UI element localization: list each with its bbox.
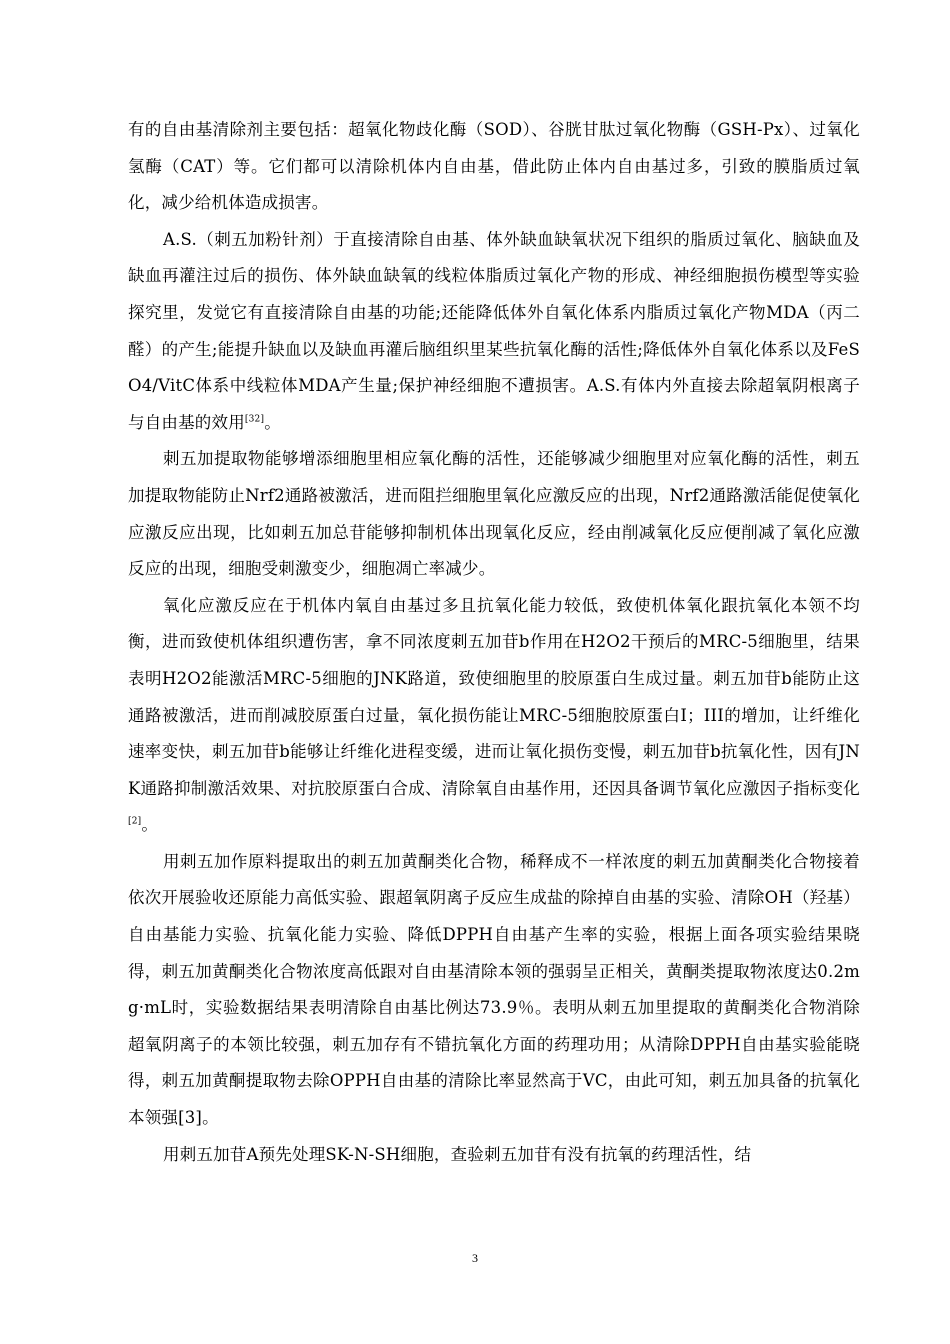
paragraph-5-text: 用刺五加作原料提取出的刺五加黄酮类化合物，稀释成不一样浓度的刺五加黄酮类化合物接着依次开展验收还原能力高低实验、跟超氧阴离子反应生成盐的除掉自由基的实验、清除OH（羟基）自由基能力实验、抗氧化能力实验、降低DPPH自由基产生率的实验，根据上面各项实验结果晓得，刺五加黄酮类化合物浓度高低跟对自由基清除本领的强弱呈正相关，黄酮类提取物浓度达0.2mg·mL时，实验数据结果表明清除自由基比例达73.9％。表明从刺五加里提取的黄酮类化合物消除超氧阴离子的本领比较强，刺五加存有不错抗氧化方面的药理功用；从清除DPPH自由基实验能晓得，刺五加黄酮提取物去除OPPH自由基的清除比率显然高于VC，由此可知，刺五加具备的抗氧化本领强[3]。 (128, 851, 860, 1128)
paragraph-2-text: A.S.（刺五加粉针剂）于直接清除自由基、体外缺血缺氧状况下组织的脂质过氧化、脑缺血及缺血再灌注过后的损伤、体外缺血缺氧的线粒体脂质过氧化产物的形成、神经细胞损伤模型等实验探究里，发觉它有直接清除自由基的功能;还能降低体外自氧化体系内脂质过氧化产物MDA（丙二醛）的产生;能提升缺血以及缺血再灌后脑组织里某些抗氧化酶的活性;降低体外自氧化体系以及FeSO4/VitC体系中线粒体MDA产生量;保护神经细胞不遭损害。A.S.有体内外直接去除超氧阴根离子与自由基的效用 (128, 229, 860, 432)
paragraph-4-tail: 。 (141, 815, 159, 835)
paragraph-6 (128, 1137, 860, 1174)
paragraph-1 (128, 112, 860, 222)
paragraph-2-tail: 。 (264, 412, 281, 432)
paragraph-5 (128, 844, 860, 1137)
paragraph-2 (128, 222, 860, 442)
paragraph-6-text: 用刺五加苷A预先处理SK-N-SH细胞，查验刺五加苷有没有抗氧的药理活性，结 (163, 1144, 752, 1164)
citation-32: [32] (244, 414, 265, 425)
paragraph-1-text: 有的自由基清除剂主要包括：超氧化物歧化酶（SOD）、谷胱甘肽过氧化物酶（GSH-Px）、过氧化氢酶（CAT）等。它们都可以清除机体内自由基，借此防止体内自由基过多，引致的膜脂质过氧化，减少给机体造成损害。 (128, 120, 860, 213)
page-body (128, 112, 860, 1173)
paragraph-4-text: 氧化应激反应在于机体内氧自由基过多且抗氧化能力较低，致使机体氧化跟抗氧化本领不均衡，进而致使机体组织遭伤害，拿不同浓度刺五加苷b作用在H2O2干预后的MRC-5细胞里，结果表明H2O2能激活MRC-5细胞的JNK路道，致使细胞里的胶原蛋白生成过量。刺五加苷b能防止这通路被激活，进而削减胶原蛋白过量，氧化损伤能让MRC-5细胞胶原蛋白I；III的增加，让纤维化速率变快，刺五加苷b能够让纤维化进程变缓，进而让氧化损伤变慢，刺五加苷b抗氧化性，因有JNK通路抑制激活效果、对抗胶原蛋白合成、清除氧自由基作用，还因具备调节氧化应激因子指标变化 (128, 595, 860, 798)
page-number: 3 (472, 1251, 478, 1265)
citation-2: [2] (128, 816, 142, 827)
paragraph-3-text: 刺五加提取物能够增添细胞里相应氧化酶的活性，还能够减少细胞里对应氧化酶的活性，刺五加提取物能防止Nrf2通路被激活，进而阻拦细胞里氧化应激反应的出现，Nrf2通路激活能促使氧化应激反应出现，比如刺五加总苷能够抑制机体出现氧化反应，经由削减氧化反应便削减了氧化应激反应的出现，细胞受刺激变少，细胞凋亡率减少。 (128, 449, 860, 579)
paragraph-3 (128, 441, 860, 587)
paragraph-4 (128, 588, 860, 844)
